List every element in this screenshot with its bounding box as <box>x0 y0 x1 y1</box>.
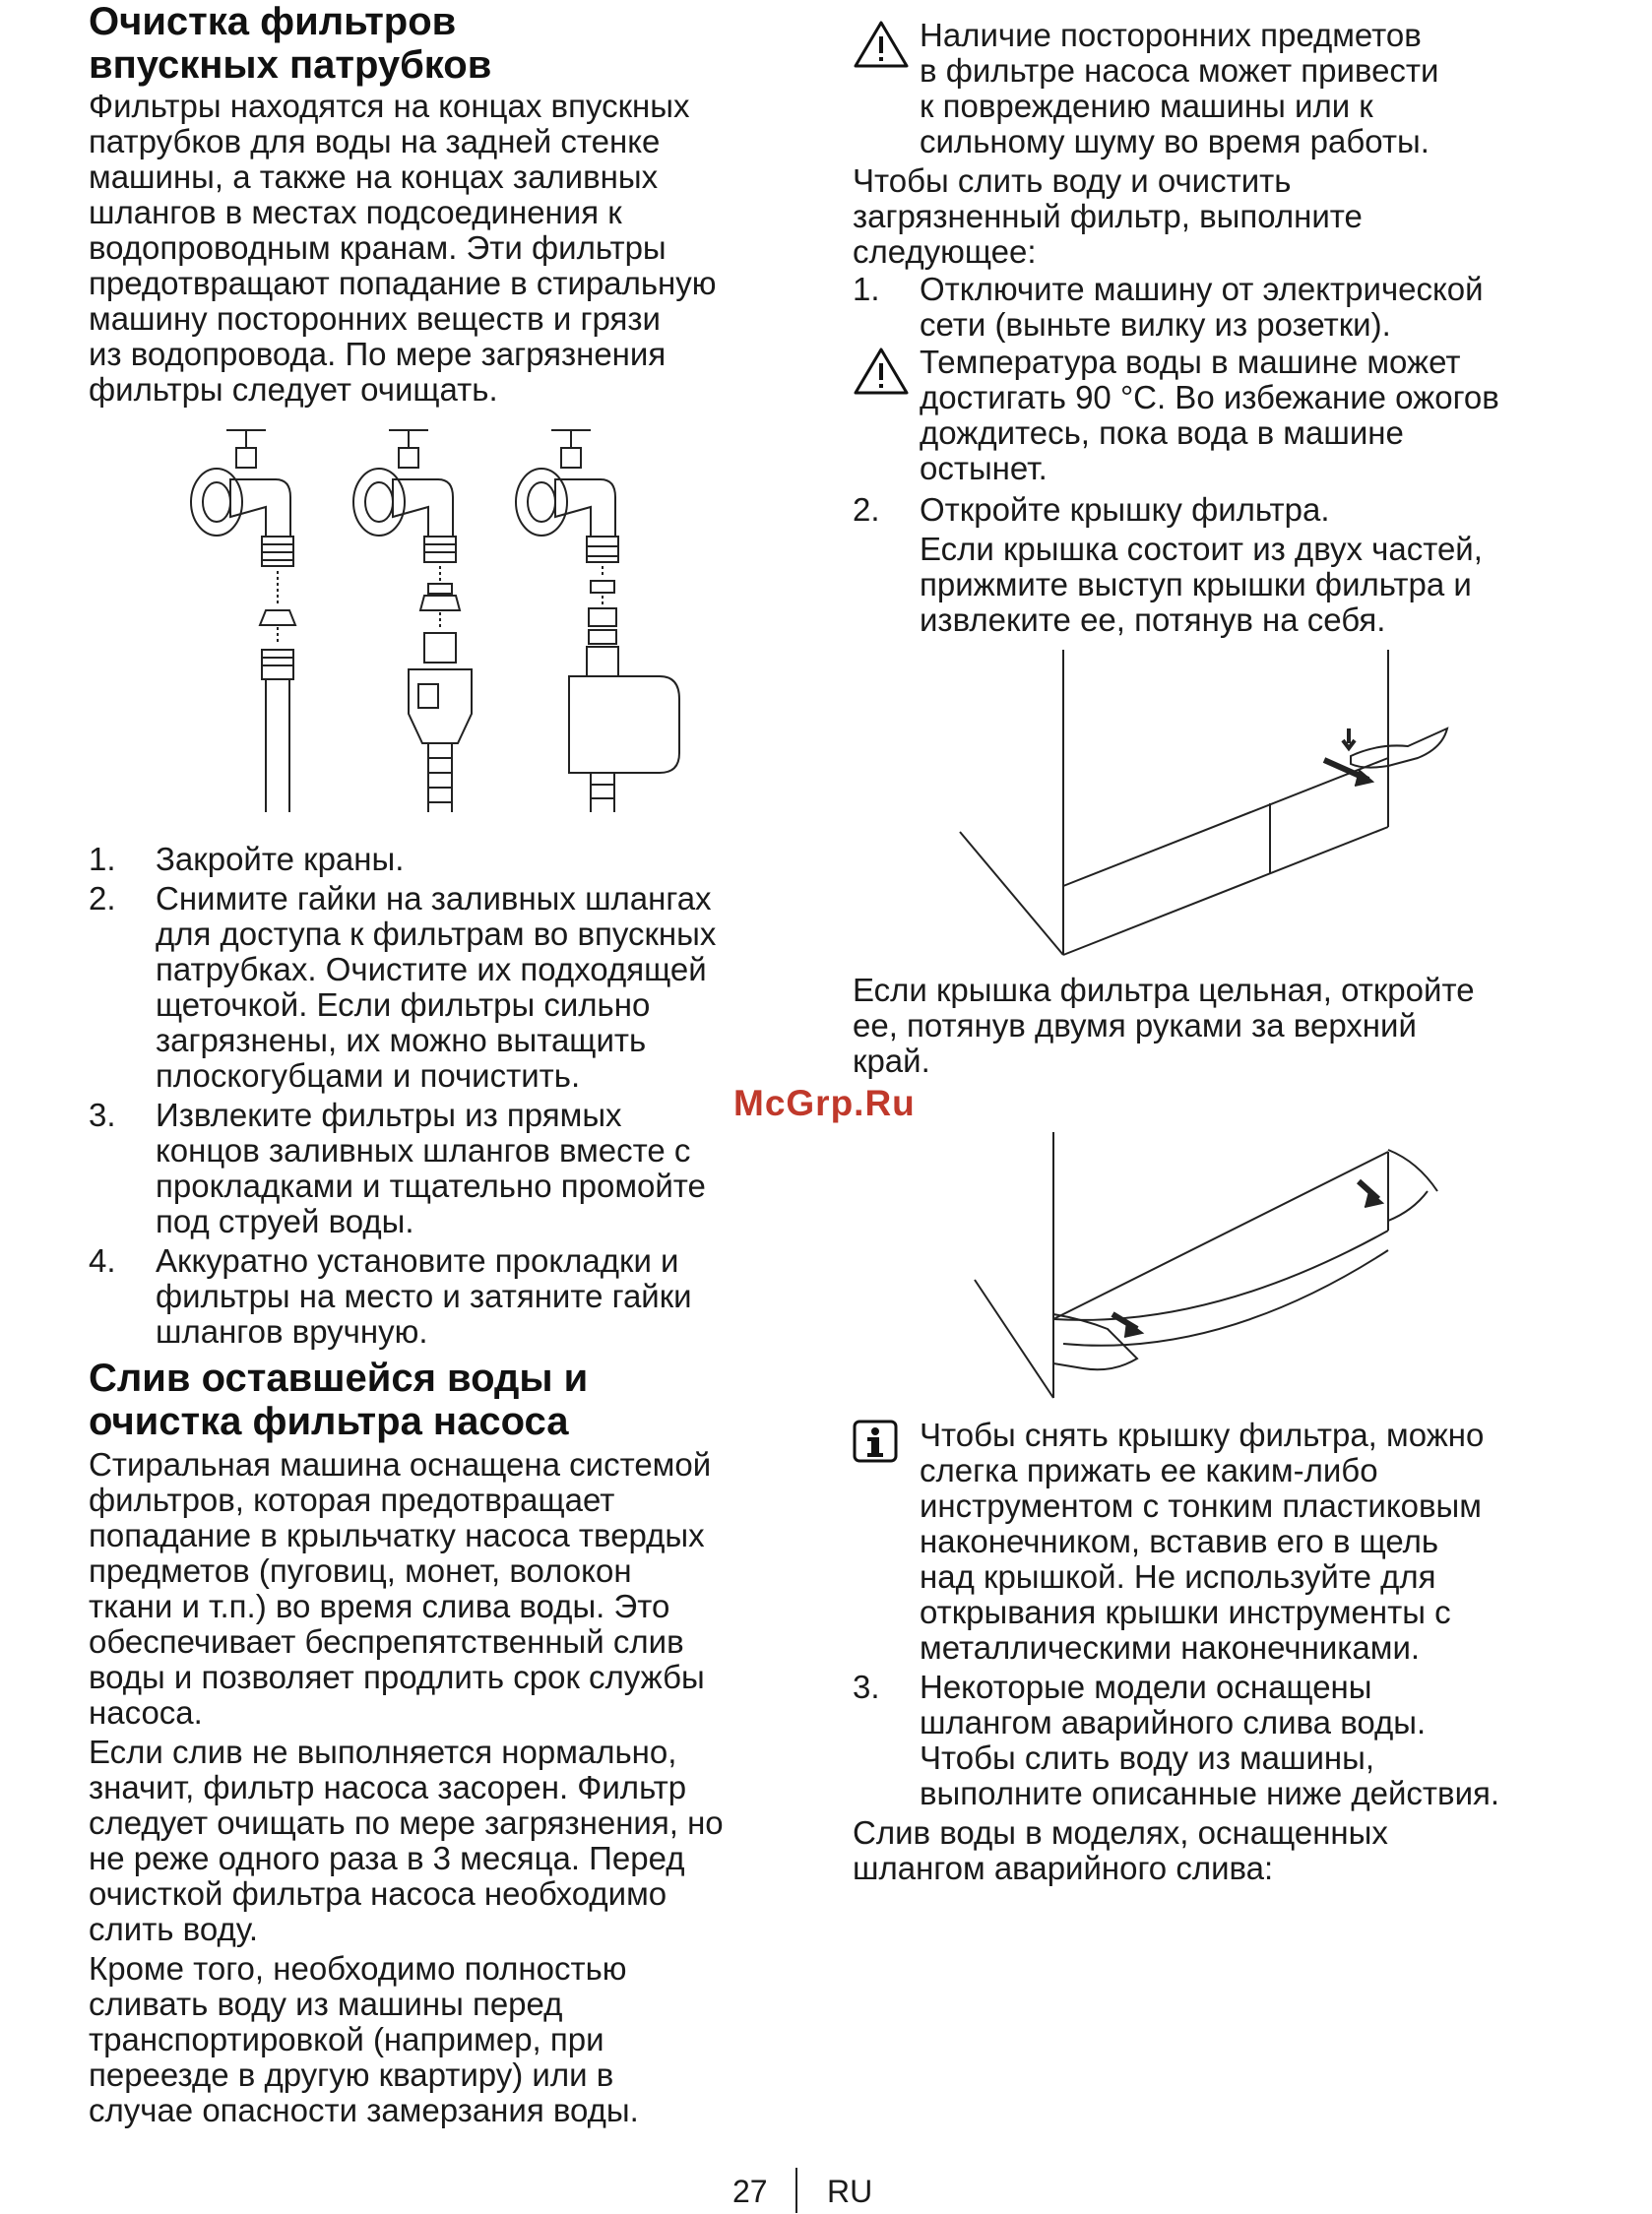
text-line: Кроме того, необходимо полностью <box>89 1950 627 1987</box>
text-line: к повреждению машины или к <box>920 88 1373 124</box>
text-line: Чтобы слить воду и очистить <box>853 162 1292 199</box>
heading-line: впускных патрубков <box>89 43 492 87</box>
text-line: Извлеките фильтры из прямых <box>156 1097 622 1133</box>
text-line: ткани и т.п.) во время слива воды. Это <box>89 1588 670 1624</box>
tap-hose-filter-1 <box>191 430 295 812</box>
info-icon <box>853 1418 920 1666</box>
heading-pump-filter <box>89 1357 588 1443</box>
text-line: Чтобы снять крышку фильтра, можно <box>920 1417 1485 1453</box>
text-line: значит, фильтр насоса засорен. Фильтр <box>89 1769 687 1805</box>
hot-water-warning <box>853 345 1581 486</box>
drain-step-1 <box>853 272 1581 343</box>
tap-hose-filter-2 <box>353 430 472 812</box>
text-line: шлангом аварийного слива воды. <box>920 1704 1427 1740</box>
text-line: следует очищать по мере загрязнения, но <box>89 1804 724 1841</box>
text-line: попадание в крыльчатку насоса твердых <box>89 1517 705 1553</box>
text-line: инструментом с тонким пластиковым <box>920 1487 1482 1524</box>
text-line: транспортировкой (например, при <box>89 2021 604 2057</box>
text-line: шлангов в местах подсоединения к <box>89 194 622 230</box>
heading-line: Очистка фильтров <box>89 0 457 43</box>
step-number: 1. <box>89 841 116 877</box>
text-line: слить воду. <box>89 1911 259 1947</box>
heading-line: очистка фильтра насоса <box>89 1400 569 1443</box>
text-line: сливать воду из машины перед <box>89 1986 563 2022</box>
text-line: Слив воды в моделях, оснащенных <box>853 1814 1388 1851</box>
text-line: для доступа к фильтрам во впускных <box>156 916 717 952</box>
text-line: Наличие посторонних предметов <box>920 17 1422 53</box>
step-2 <box>89 881 797 1094</box>
footer-divider <box>795 2168 797 2213</box>
step-number: 4. <box>89 1242 116 1279</box>
step-number: 2. <box>89 880 116 917</box>
text-line: металлическими наконечниками. <box>920 1629 1421 1666</box>
text-line: не реже одного раза в 3 месяца. Перед <box>89 1840 685 1876</box>
text-line: загрязнены, их можно вытащить <box>156 1022 647 1058</box>
page-number: 27 <box>732 2174 768 2209</box>
text-line: дождитесь, пока вода в машине <box>920 414 1404 451</box>
text-line: Если крышка фильтра цельная, откройте <box>853 972 1475 1008</box>
text-line: ее, потянув двумя руками за верхний <box>853 1007 1417 1044</box>
text-line: шлангов вручную. <box>156 1313 428 1350</box>
pump-filter-description <box>89 1447 724 2128</box>
text-line: фильтры на место и затяните гайки <box>156 1278 692 1314</box>
step-4 <box>89 1243 797 1350</box>
step-1 <box>89 842 797 877</box>
text-line: Отключите машину от электрической <box>920 271 1484 307</box>
text-line: концов заливных шлангов вместе с <box>156 1132 691 1169</box>
text-line: загрязненный фильтр, выполните <box>853 198 1363 234</box>
drain-step-3 <box>853 1670 1581 1811</box>
text-line: Температура воды в машине может <box>920 344 1461 380</box>
text-line: Если слив не выполняется нормально, <box>89 1734 677 1770</box>
text-line: следующее: <box>853 233 1037 270</box>
page-footer <box>0 2174 1652 2213</box>
step-3 <box>89 1098 797 1239</box>
text-line: слегка прижать ее каким-либо <box>920 1452 1378 1488</box>
text-line: патрубках. Очистите их подходящей <box>156 951 707 987</box>
step-number: 1. <box>853 271 880 307</box>
tap-hose-filter-3 <box>516 430 679 812</box>
text-line: прижмите выступ крышки фильтра и <box>920 566 1472 602</box>
text-line: очисткой фильтра насоса необходимо <box>89 1875 667 1912</box>
two-part-cover-illustration <box>955 650 1467 965</box>
text-line: из водопровода. По мере загрязнения <box>89 336 667 372</box>
text-line: край. <box>853 1043 930 1079</box>
text-line: водопроводным кранам. Эти фильтры <box>89 229 667 266</box>
step-number: 2. <box>853 491 880 528</box>
text-line: извлеките ее, потянув на себя. <box>920 601 1386 638</box>
text-line: предметов (пуговиц, монет, волокон <box>89 1552 632 1589</box>
text-line: переезде в другую квартиру) или в <box>89 2056 614 2093</box>
text-line: плоскогубцами и почистить. <box>156 1057 581 1094</box>
text-line: фильтров, которая предотвращает <box>89 1482 615 1518</box>
emergency-drain-lead <box>853 1815 1388 1886</box>
inlet-filter-steps <box>89 842 797 1350</box>
text-line: достигать 90 °С. Во избежание ожогов <box>920 379 1499 415</box>
text-line: Некоторые модели оснащены <box>920 1669 1372 1705</box>
text-line: Закройте краны. <box>156 841 405 877</box>
drain-step-2 <box>853 492 1581 638</box>
watermark-link[interactable]: McGrp.Ru <box>733 1083 916 1123</box>
tool-info-note <box>853 1418 1581 1666</box>
text-line: сильному шуму во время работы. <box>920 123 1430 159</box>
text-line: в фильтре насоса может привести <box>920 52 1439 89</box>
text-line: открывания крышки инструменты с <box>920 1594 1451 1630</box>
text-line: машину посторонних веществ и грязи <box>89 300 661 337</box>
text-line: Чтобы слить воду из машины, <box>920 1740 1375 1776</box>
text-line: патрубков для воды на задней стенке <box>89 123 661 159</box>
text-line: случае опасности замерзания воды. <box>89 2092 639 2128</box>
text-line: насоса. <box>89 1694 203 1731</box>
drain-lead-text <box>853 163 1363 270</box>
tap-filters-illustration <box>187 418 719 827</box>
text-line: предотвращают попадание в стиральную <box>89 265 717 301</box>
text-line: остынет. <box>920 450 1048 486</box>
text-line: Откройте крышку фильтра. <box>920 491 1330 528</box>
text-line: обеспечивает беспрепятственный слив <box>89 1623 684 1660</box>
text-line: над крышкой. Не используйте для <box>920 1558 1436 1595</box>
solid-cover-text <box>853 973 1475 1079</box>
warning-triangle-icon <box>853 18 920 159</box>
text-line: Стиральная машина оснащена системой <box>89 1446 712 1483</box>
warning-triangle-icon <box>853 345 920 486</box>
text-line: Аккуратно установите прокладки и <box>156 1242 679 1279</box>
text-line: машины, а также на концах заливных <box>89 158 659 195</box>
text-line: Фильтры находятся на концах впускных <box>89 88 690 124</box>
text-line: Снимите гайки на заливных шлангах <box>156 880 712 917</box>
text-line: наконечником, вставив его в щель <box>920 1523 1439 1559</box>
foreign-objects-warning <box>853 18 1581 159</box>
text-line: воды и позволяет продлить срок службы <box>89 1659 705 1695</box>
text-line: шлангом аварийного слива: <box>853 1850 1274 1886</box>
text-line: Если крышка состоит из двух частей, <box>920 531 1483 567</box>
text-line: прокладками и тщательно промойте <box>156 1168 706 1204</box>
text-line: сети (выньте вилку из розетки). <box>920 306 1391 343</box>
text-line: под струей воды. <box>156 1203 414 1239</box>
step-number: 3. <box>853 1669 880 1705</box>
text-line: щеточкой. Если фильтры сильно <box>156 986 651 1023</box>
heading-line: Слив оставшейся воды и <box>89 1357 589 1400</box>
language-code: RU <box>827 2174 873 2209</box>
step-number: 3. <box>89 1097 116 1133</box>
solid-cover-illustration <box>965 1122 1457 1408</box>
text-line: выполните описанные ниже действия. <box>920 1775 1500 1811</box>
inlet-filters-intro <box>89 89 717 408</box>
heading-inlet-filters <box>89 0 491 87</box>
text-line: фильтры следует очищать. <box>89 371 498 408</box>
